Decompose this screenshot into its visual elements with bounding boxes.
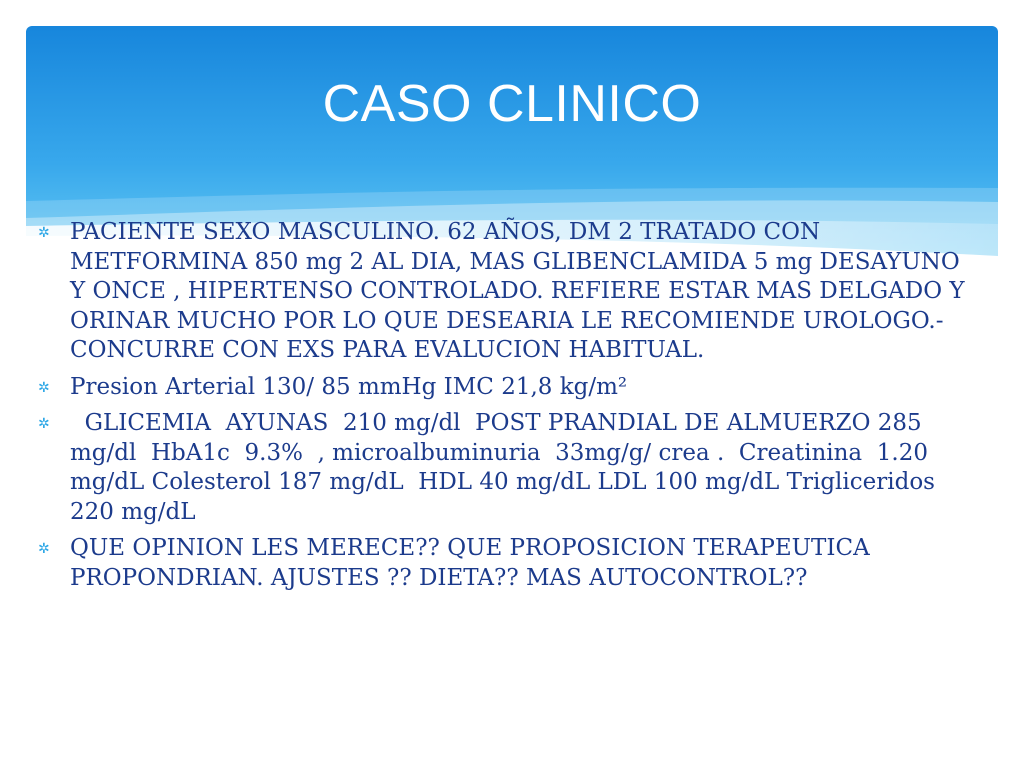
slide-title: CASO CLINICO — [322, 75, 702, 133]
bullet-text: Presion Arterial 130/ 85 mmHg IMC 21,8 kg/m² — [70, 373, 628, 400]
list-item — [36, 534, 980, 593]
asterisk-bullet-icon: ✲ — [38, 416, 50, 432]
bullet-list — [36, 218, 980, 600]
list-item — [36, 218, 980, 366]
list-item — [36, 373, 980, 403]
asterisk-bullet-icon: ✲ — [38, 225, 50, 241]
asterisk-bullet-icon: ✲ — [38, 379, 50, 396]
list-item — [36, 409, 980, 527]
bullet-text: QUE OPINION LES MERECE?? QUE PROPOSICION TERAPEUTICA PROPONDRIAN. AJUSTES ?? DIETA?? MAS AUTOCONTROL?? — [70, 535, 870, 591]
asterisk-bullet-icon: ✲ — [38, 541, 50, 557]
bullet-text: PACIENTE SEXO MASCULINO. 62 AÑOS, DM 2 TRATADO CON METFORMINA 850 mg 2 AL DIA, MAS GLIBENCLAMIDA 5 mg DESAYUNO Y ONCE , HIPERTENSO CONTROLADO. REFIERE ESTAR MAS DELGADO Y ORINAR MUCHO POR LO QUE DESEARIA LE RECOMIENDE UROLOGO.- CONCURRE CON EXS PARA EVALUCION HABITUAL. — [70, 219, 965, 363]
bullet-text: GLICEMIA AYUNAS 210 mg/dl POST PRANDIAL DE ALMUERZO 285 mg/dl HbA1c 9.3% , microalbuminuria 33mg/g/ crea . Creatinina 1.20 mg/dL Colesterol 187 mg/dL HDL 40 mg/dL LDL 100 mg/dL Trigliceridos 220 mg/dL — [70, 410, 950, 525]
